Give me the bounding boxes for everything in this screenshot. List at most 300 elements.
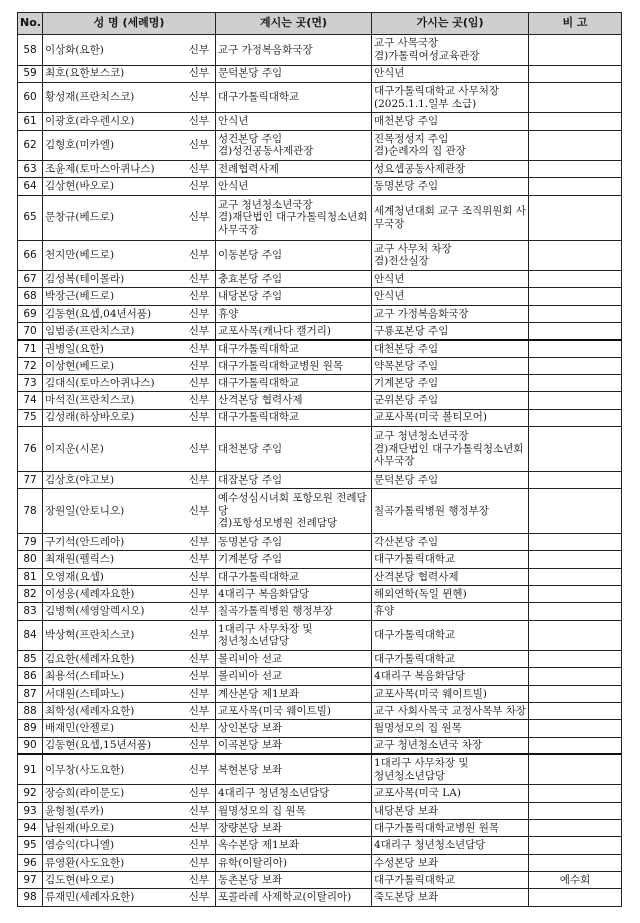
new-post: 대구가톨릭대학교 [372,551,529,568]
priest-title: 신부 [188,670,209,683]
note [529,195,622,240]
priest-title: 신부 [188,653,209,666]
row-number: 68 [18,288,43,305]
priest-title: 신부 [188,91,209,104]
table-row [18,409,622,426]
current-post: 문덕본당 주임 [216,65,372,82]
priest-title: 신부 [188,605,209,618]
row-number: 94 [18,820,43,837]
name-wrap [45,874,213,887]
note [529,737,622,754]
row-number: 81 [18,568,43,585]
header-name: 성 명 (세례명) [43,13,216,35]
new-post: 대구가톨릭대학교 [372,620,529,651]
row-number: 58 [18,35,43,66]
row-number: 76 [18,426,43,471]
row-number: 92 [18,785,43,802]
name-wrap [45,308,213,321]
table-row [18,802,622,819]
new-post: 교구 사회사목국 교정사목부 차장 [372,703,529,720]
name-wrap [45,670,213,683]
name-cell [43,113,216,130]
priest-name: 권병일(요한) [45,342,104,355]
note [529,305,622,322]
note [529,374,622,391]
priest-title: 신부 [188,587,209,600]
note [529,551,622,568]
priest-name: 마석진(프란치스코) [45,394,135,407]
current-post: 산격본당 협력사제 [216,392,372,409]
priest-name: 박장근(베드로) [45,290,115,303]
new-post: 동명본당 주임 [372,178,529,195]
name-cell [43,340,216,357]
table-row [18,271,622,288]
new-post: 죽도본당 보좌 [372,889,529,906]
row-number: 61 [18,113,43,130]
new-post: 교구 청년청소년국장 겸)재단법인 대구가톨릭청소년회 사무국장 [372,426,529,471]
table-row [18,871,622,888]
name-wrap [45,44,213,57]
priest-title: 신부 [188,839,209,852]
name-wrap [45,505,213,518]
current-post: 옥수본당 제1보좌 [216,837,372,854]
priest-title: 신부 [188,115,209,128]
note [529,820,622,837]
current-post: 기계본당 주임 [216,551,372,568]
priest-name: 최학성(세례자요한) [45,704,135,717]
priest-title: 신부 [188,687,209,700]
priest-name: 최재원(펠릭스) [45,553,115,566]
note [529,534,622,551]
note [529,271,622,288]
priest-title: 신부 [188,411,209,424]
table-row [18,754,622,785]
priest-title: 신부 [188,891,209,904]
priest-title: 신부 [188,273,209,286]
priest-title: 신부 [188,553,209,566]
current-post: 전례협력사제 [216,161,372,178]
table-row [18,130,622,161]
table-row [18,685,622,702]
priest-name: 이성응(세례자요한) [45,587,135,600]
name-cell [43,785,216,802]
name-wrap [45,787,213,800]
table-row [18,603,622,620]
priest-title: 신부 [188,180,209,193]
priest-title: 신부 [188,473,209,486]
priest-name: 천지만(베드로) [45,249,115,262]
new-post: 안식년 [372,271,529,288]
name-cell [43,754,216,785]
table-row [18,703,622,720]
name-wrap [45,474,213,487]
priest-title: 신부 [188,504,209,517]
name-cell [43,551,216,568]
priest-name: 류영환(사도요한) [45,856,125,869]
row-number: 97 [18,871,43,888]
note [529,620,622,651]
name-wrap [45,764,213,777]
current-post: 4대리구 복음화담당 [216,586,372,603]
priest-name: 이지운(시몬) [45,442,104,455]
header-new-post: 가시는 곳(임) [372,13,529,35]
name-cell [43,374,216,391]
table-row [18,889,622,906]
name-cell [43,703,216,720]
priest-title: 신부 [188,629,209,642]
name-cell [43,35,216,66]
priest-name: 남원재(바오로) [45,821,115,834]
table-row [18,534,622,551]
row-number: 70 [18,323,43,340]
row-number: 84 [18,620,43,651]
name-wrap [45,443,213,456]
new-post: 성요셉공동사제관장 [372,161,529,178]
row-number: 95 [18,837,43,854]
note [529,603,622,620]
priest-title: 신부 [188,536,209,549]
row-number: 59 [18,65,43,82]
note [529,586,622,603]
row-number: 93 [18,802,43,819]
name-cell [43,854,216,871]
table-row [18,161,622,178]
row-number: 80 [18,551,43,568]
current-post: 계산본당 제1보좌 [216,685,372,702]
new-post: 휴양 [372,603,529,620]
name-cell [43,426,216,471]
table-row [18,357,622,374]
name-wrap [45,273,213,286]
current-post: 상인본당 보좌 [216,720,372,737]
new-post: 내당본당 보좌 [372,802,529,819]
priest-name: 김병혁(세영알렉시오) [45,605,145,618]
priest-title: 신부 [188,249,209,262]
row-number: 66 [18,240,43,271]
table-row [18,651,622,668]
table-row [18,568,622,585]
name-cell [43,323,216,340]
name-wrap [45,588,213,601]
priest-title: 신부 [188,394,209,407]
new-post: 교구 가정복음화국장 [372,305,529,322]
table-row [18,35,622,66]
priest-name: 김요한(세례자요한) [45,653,135,666]
table-row [18,785,622,802]
note [529,754,622,785]
name-wrap [45,805,213,818]
name-cell [43,620,216,651]
priest-name: 윤형철(루카) [45,804,104,817]
table-row [18,471,622,488]
current-post: 안식년 [216,178,372,195]
note [529,889,622,906]
name-cell [43,534,216,551]
priest-name: 조윤제(토마스아퀴나스) [45,162,155,175]
row-number: 69 [18,305,43,322]
note [529,113,622,130]
note [529,489,622,534]
table-row [18,668,622,685]
new-post: 대구가톨릭대학교 사무처장 (2025.1.1.일부 소급) [372,82,529,113]
name-wrap [45,891,213,904]
current-post: 볼리비아 선교 [216,668,372,685]
priest-title: 신부 [188,376,209,389]
priest-name: 김동현(요셉,04년서품) [45,307,152,320]
name-wrap [45,411,213,424]
name-wrap [45,839,213,852]
row-number: 89 [18,720,43,737]
row-number: 96 [18,854,43,871]
note [529,568,622,585]
current-post: 교포사목(캐나다 캘거리) [216,323,372,340]
note [529,409,622,426]
name-wrap [45,325,213,338]
priest-name: 김성복(테이몰라) [45,273,125,286]
new-post: 4대리구 청년청소년담당 [372,837,529,854]
current-post: 대천본당 주임 [216,426,372,471]
note [529,392,622,409]
note [529,35,622,66]
priest-title: 신부 [188,763,209,776]
name-cell [43,271,216,288]
new-post: 각산본당 주임 [372,534,529,551]
new-post: 기계본당 주임 [372,374,529,391]
current-post: 칠곡가톨릭병원 행정부장 [216,603,372,620]
name-wrap [45,739,213,752]
current-post: 장량본당 보좌 [216,820,372,837]
note [529,703,622,720]
name-wrap [45,139,213,152]
new-post: 구룡포본당 주임 [372,323,529,340]
name-wrap [45,688,213,701]
new-post: 수성본당 보좌 [372,854,529,871]
name-wrap [45,360,213,373]
name-cell [43,82,216,113]
row-number: 88 [18,703,43,720]
header-current-post: 계시는 곳(면) [216,13,372,35]
new-post: 대구가톨릭대학교 [372,871,529,888]
header-note: 비 고 [529,13,622,35]
row-number: 65 [18,195,43,240]
table-row [18,392,622,409]
name-wrap [45,822,213,835]
name-cell [43,685,216,702]
appointment-table [17,12,622,907]
priest-title: 신부 [188,43,209,56]
name-cell [43,820,216,837]
row-number: 83 [18,603,43,620]
current-post: 포콜라레 사제학교(이탈리아) [216,889,372,906]
name-cell [43,409,216,426]
priest-title: 신부 [188,722,209,735]
note [529,357,622,374]
current-post: 교구 청년청소년국장 겸)재단법인 대구가톨릭청소년회 사무국장 [216,195,372,240]
name-cell [43,737,216,754]
current-post: 4대리구 청년청소년담당 [216,785,372,802]
priest-name: 김동현(요셉,15년서품) [45,739,152,752]
table-row [18,620,622,651]
table-row [18,288,622,305]
new-post: 월명성모의 집 원목 [372,720,529,737]
name-wrap [45,722,213,735]
name-cell [43,489,216,534]
new-post: 약목본당 주임 [372,357,529,374]
name-cell [43,392,216,409]
priest-title: 신부 [188,290,209,303]
new-post: 대구가톨릭대학교 [372,651,529,668]
note [529,178,622,195]
row-number: 91 [18,754,43,785]
priest-name: 이광호(라우렌시오) [45,115,135,128]
table-row [18,240,622,271]
current-post: 내당본당 주임 [216,288,372,305]
table-row [18,374,622,391]
note [529,82,622,113]
priest-name: 김대식(토마스아퀴나스) [45,376,155,389]
name-wrap [45,180,213,193]
name-cell [43,651,216,668]
table-row [18,113,622,130]
new-post: 1대리구 사무차장 및 청년청소년담당 [372,754,529,785]
note [529,426,622,471]
priest-title: 신부 [188,739,209,752]
priest-name: 오영재(요셉) [45,570,104,583]
current-post: 충효본당 주임 [216,271,372,288]
name-cell [43,668,216,685]
current-post: 성건본당 주임 겸)성건공동사제관장 [216,130,372,161]
current-post: 복현본당 보좌 [216,754,372,785]
name-cell [43,471,216,488]
current-post: 안식년 [216,113,372,130]
name-cell [43,802,216,819]
name-cell [43,586,216,603]
priest-title: 신부 [188,307,209,320]
current-post: 대구가톨릭대학교 [216,82,372,113]
note [529,130,622,161]
priest-name: 장원일(안토니오) [45,504,125,517]
note [529,471,622,488]
priest-title: 신부 [188,804,209,817]
name-wrap [45,629,213,642]
note [529,802,622,819]
note [529,288,622,305]
new-post: 진목정성지 주임 겸)순례자의 집 관장 [372,130,529,161]
name-cell [43,178,216,195]
note [529,340,622,357]
new-post: 교포사목(미국 LA) [372,785,529,802]
name-wrap [45,571,213,584]
name-wrap [45,705,213,718]
name-wrap [45,163,213,176]
name-wrap [45,290,213,303]
name-wrap [45,115,213,128]
name-cell [43,568,216,585]
priest-title: 신부 [188,442,209,455]
name-wrap [45,394,213,407]
priest-title: 신부 [188,139,209,152]
priest-title: 신부 [188,787,209,800]
current-post: 대구가톨릭대학교 [216,568,372,585]
priest-name: 최용석(스테파노) [45,670,125,683]
table-row [18,323,622,340]
name-cell [43,603,216,620]
current-post: 대구가톨릭대학교 [216,340,372,357]
table-row [18,340,622,357]
new-post: 교구 사목국장 겸)가톨릭여성교육관장 [372,35,529,66]
current-post: 이동본당 주임 [216,240,372,271]
current-post: 동촌본당 보좌 [216,871,372,888]
table-row [18,195,622,240]
table-row [18,737,622,754]
row-number: 73 [18,374,43,391]
priest-name: 배재민(안젤로) [45,722,115,735]
current-post: 대구가톨릭대학교 [216,409,372,426]
current-post: 대구가톨릭대학교 [216,374,372,391]
name-cell [43,357,216,374]
priest-name: 황성재(프란치스코) [45,91,135,104]
row-number: 74 [18,392,43,409]
header-no: No. [18,13,43,35]
name-wrap [45,249,213,262]
table-row [18,820,622,837]
row-number: 71 [18,340,43,357]
table-row [18,720,622,737]
table-row [18,837,622,854]
priest-title: 신부 [188,570,209,583]
new-post: 세계청년대회 교구 조직위원회 사무국장 [372,195,529,240]
priest-title: 신부 [188,162,209,175]
priest-title: 신부 [188,856,209,869]
priest-title: 신부 [188,359,209,372]
note [529,668,622,685]
row-number: 64 [18,178,43,195]
row-number: 98 [18,889,43,906]
name-wrap [45,343,213,356]
note [529,323,622,340]
new-post: 해외연학(독일 뮌헨) [372,586,529,603]
priest-name: 김도현(바오로) [45,873,115,886]
name-cell [43,288,216,305]
name-cell [43,195,216,240]
priest-name: 구기석(안드레아) [45,536,125,549]
name-cell [43,305,216,322]
new-post: 교구 사무처 차장 겸)전산실장 [372,240,529,271]
priest-name: 염승익(다니엘) [45,839,115,852]
new-post: 매천본당 주임 [372,113,529,130]
priest-title: 신부 [188,211,209,224]
priest-title: 신부 [188,821,209,834]
row-number: 72 [18,357,43,374]
priest-name: 문창규(베드로) [45,211,115,224]
current-post: 유학(이탈리아) [216,854,372,871]
priest-name: 김형호(미카엘) [45,139,115,152]
table-header-row [18,13,622,35]
new-post: 4대리구 복음화담당 [372,668,529,685]
priest-title: 신부 [188,67,209,80]
row-number: 78 [18,489,43,534]
table-row [18,178,622,195]
row-number: 85 [18,651,43,668]
name-wrap [45,91,213,104]
priest-title: 신부 [188,704,209,717]
priest-title: 신부 [188,342,209,355]
name-cell [43,720,216,737]
name-wrap [45,857,213,870]
new-post: 안식년 [372,65,529,82]
row-number: 79 [18,534,43,551]
current-post: 대잠본당 주임 [216,471,372,488]
